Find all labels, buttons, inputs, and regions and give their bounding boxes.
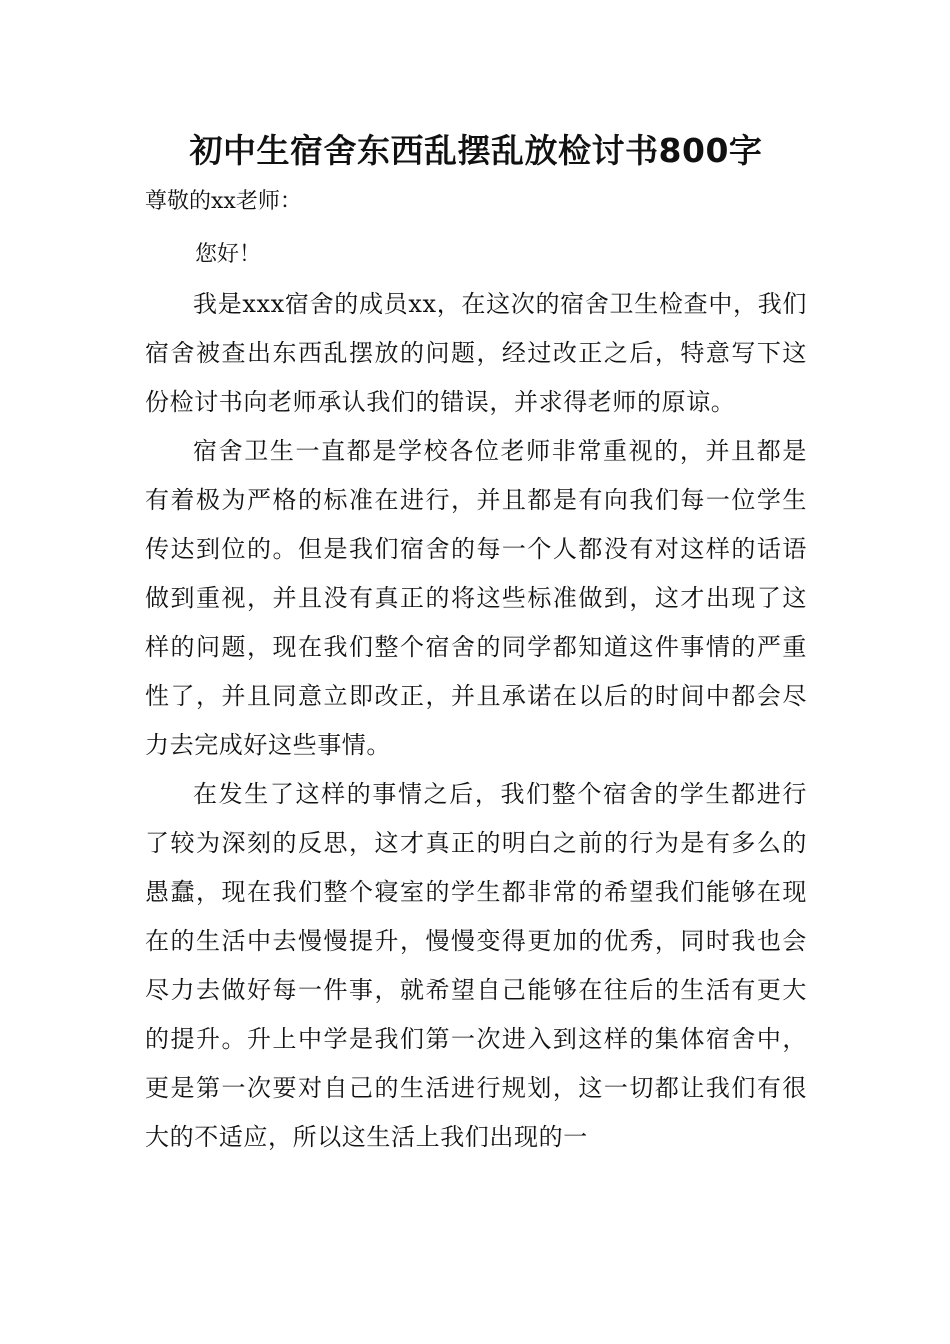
greeting: 您好！ [195, 242, 262, 267]
paragraph-3: 在发生了这样的事情之后，我们整个宿舍的学生都进行了较为深刻的反思，这才真正的明白之前的行为是有多么的愚蠢，现在我们整个寝室的学生都非常的希望我们能够在现在的生活中去慢慢提升，慢慢变得更加的优秀，同时我也会尽力去做好每一件事，就希望自己能够在往后的生活有更大的提升。升上中学是我们第一次进入到这样的集体宿舍中，更是第一次要对自己的生活进行规划，这一切都让我们有很大的不适应，所以这生活上我们出现的一 [145, 780, 807, 1151]
salutation: 尊敬的xx老师： [145, 189, 302, 214]
document-page [145, 122, 807, 1162]
document-title: 初中生宿舍东西乱摆乱放检讨书800字 [189, 131, 763, 170]
paragraph-2: 宿舍卫生一直都是学校各位老师非常重视的，并且都是有着极为严格的标准在进行，并且都是有向我们每一位学生传达到位的。但是我们宿舍的每一个人都没有对这样的话语做到重视，并且没有真正的将这些标准做到，这才出现了这样的问题，现在我们整个宿舍的同学都知道这件事情的严重性了，并且同意立即改正，并且承诺在以后的时间中都会尽力去完成好这些事情。 [145, 437, 807, 759]
paragraph-1: 我是xxx宿舍的成员xx，在这次的宿舍卫生检查中，我们宿舍被查出东西乱摆放的问题，经过改正之后，特意写下这份检讨书向老师承认我们的错误，并求得老师的原谅。 [145, 290, 807, 416]
